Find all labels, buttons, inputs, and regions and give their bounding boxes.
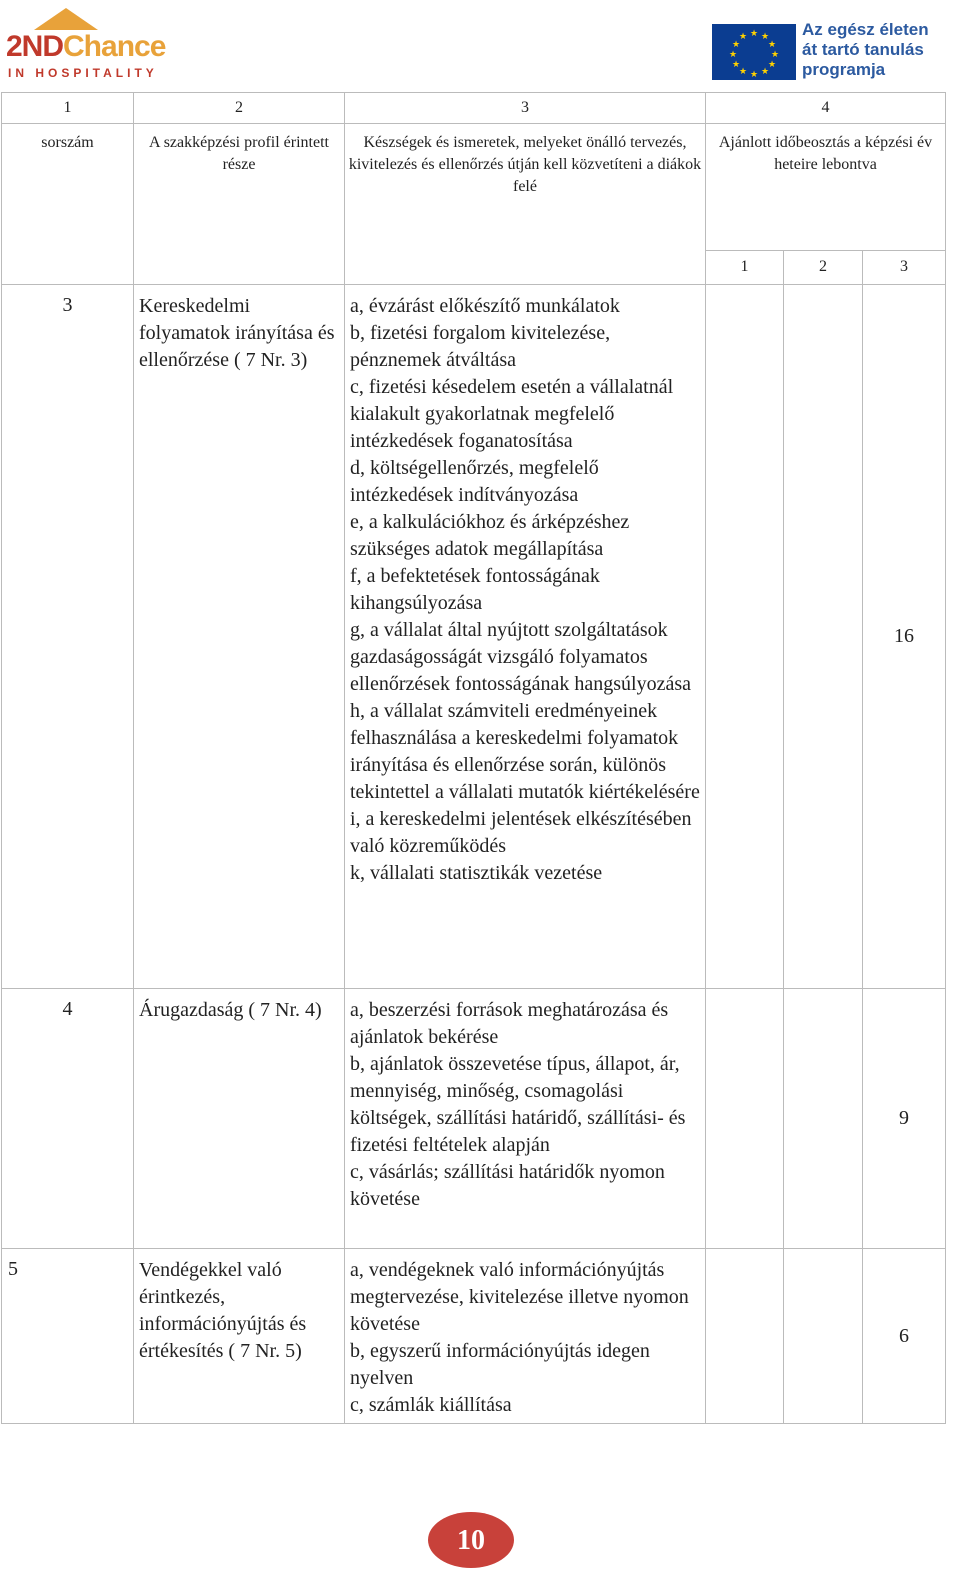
skill-item: h, a vállalat számviteli eredményeinek felhasználása a kereskedelmi folyamatok irányítása és ellenőrzése során, különös tekintettel a vállalati mutatók kiértékelésére [350, 700, 700, 803]
skill-item: a, vendégeknek való információnyújtás megtervezése, kivitelezése illetve nyomon követése [350, 1259, 689, 1335]
house-roof-icon [34, 8, 98, 30]
skill-item: i, a kereskedelmi jelentések elkészítésében való közreműködés [350, 808, 692, 857]
skill-item: a, évzárást előkészítő munkálatok [350, 295, 620, 317]
weeks-value: 6 [863, 1249, 946, 1424]
logo-subtitle: IN HOSPITALITY [8, 66, 158, 80]
table-row [2, 285, 946, 989]
col-number-2: 2 [134, 93, 345, 124]
skill-item: d, költségellenőrzés, megfelelő intézkedések indítványozása [350, 457, 599, 506]
skill-item: b, ajánlatok összevetése típus, állapot, ár, mennyiség, minőség, csomagolási költségek, szállítási határidő, szállítási- és fizetési feltételek alapján [350, 1053, 686, 1156]
year-2: 2 [784, 250, 863, 285]
header-profile: A szakképzési profil érintett része [134, 124, 345, 285]
header-skills: Készségek és ismeretek, melyeket önálló tervezés, kivitelezés és ellenőrzés útján kell közvetíteni a diákok felé [345, 124, 706, 285]
col-number-4: 4 [706, 93, 946, 124]
row-number: 3 [2, 285, 134, 989]
profile-part: Vendégekkel való érintkezés, információnyújtás és értékesítés ( 7 Nr. 5) [134, 1249, 345, 1424]
skill-item: b, fizetési forgalom kivitelezése, pénznemek átváltása [350, 322, 611, 371]
table-row [2, 989, 946, 1249]
row-number: 5 [2, 1249, 134, 1424]
row-number: 4 [2, 989, 134, 1249]
skills-list [345, 285, 706, 989]
curriculum-table [1, 92, 946, 1424]
weeks-value: 9 [863, 989, 946, 1249]
skill-item: c, fizetési késedelem esetén a vállalatnál kialakult gyakorlatnak megfelelő intézkedések foganatosítása [350, 376, 674, 452]
skills-list [345, 1249, 706, 1424]
year-1: 1 [706, 250, 784, 285]
profile-part: Árugazdaság ( 7 Nr. 4) [134, 989, 345, 1249]
table-row [2, 1249, 946, 1424]
eu-program-text: Az egész életen át tartó tanulás programja [802, 20, 929, 79]
skill-item: k, vállalati statisztikák vezetése [350, 862, 603, 884]
page-number-badge: 10 [428, 1512, 514, 1568]
skill-item: c, számlák kiállítása [350, 1394, 512, 1416]
skill-item: f, a befektetések fontosságának kihangsúlyozása [350, 565, 600, 614]
year-3: 3 [863, 250, 946, 285]
skill-item: b, egyszerű információnyújtás idegen nyelven [350, 1340, 650, 1389]
skill-item: a, beszerzési források meghatározása és ajánlatok bekérése [350, 999, 669, 1048]
skill-item: g, a vállalat által nyújtott szolgáltatások gazdaságosságát vizsgáló folyamatos ellenőrzések fontosságának hangsúlyozása [350, 619, 691, 695]
header-sorszam: sorszám [2, 124, 134, 285]
second-chance-logo [4, 8, 164, 80]
header-schedule: Ajánlott időbeosztás a képzési év heteire lebontva [706, 124, 946, 251]
skills-list [345, 989, 706, 1249]
col-number-1: 1 [2, 93, 134, 124]
col-number-3: 3 [345, 93, 706, 124]
weeks-value: 16 [863, 285, 946, 989]
eu-lifelong-learning-logo [712, 20, 952, 84]
profile-part: Kereskedelmi folyamatok irányítása és ellenőrzése ( 7 Nr. 3) [134, 285, 345, 989]
logo-brand: 2NDChance [6, 30, 166, 63]
eu-flag-icon: ★ ★ ★ ★ ★ ★ ★ ★ ★ ★ ★ ★ [712, 24, 796, 80]
skill-item: c, vásárlás; szállítási határidők nyomon követése [350, 1161, 665, 1210]
skill-item: e, a kalkulációkhoz és árképzéshez szükséges adatok megállapítása [350, 511, 630, 560]
